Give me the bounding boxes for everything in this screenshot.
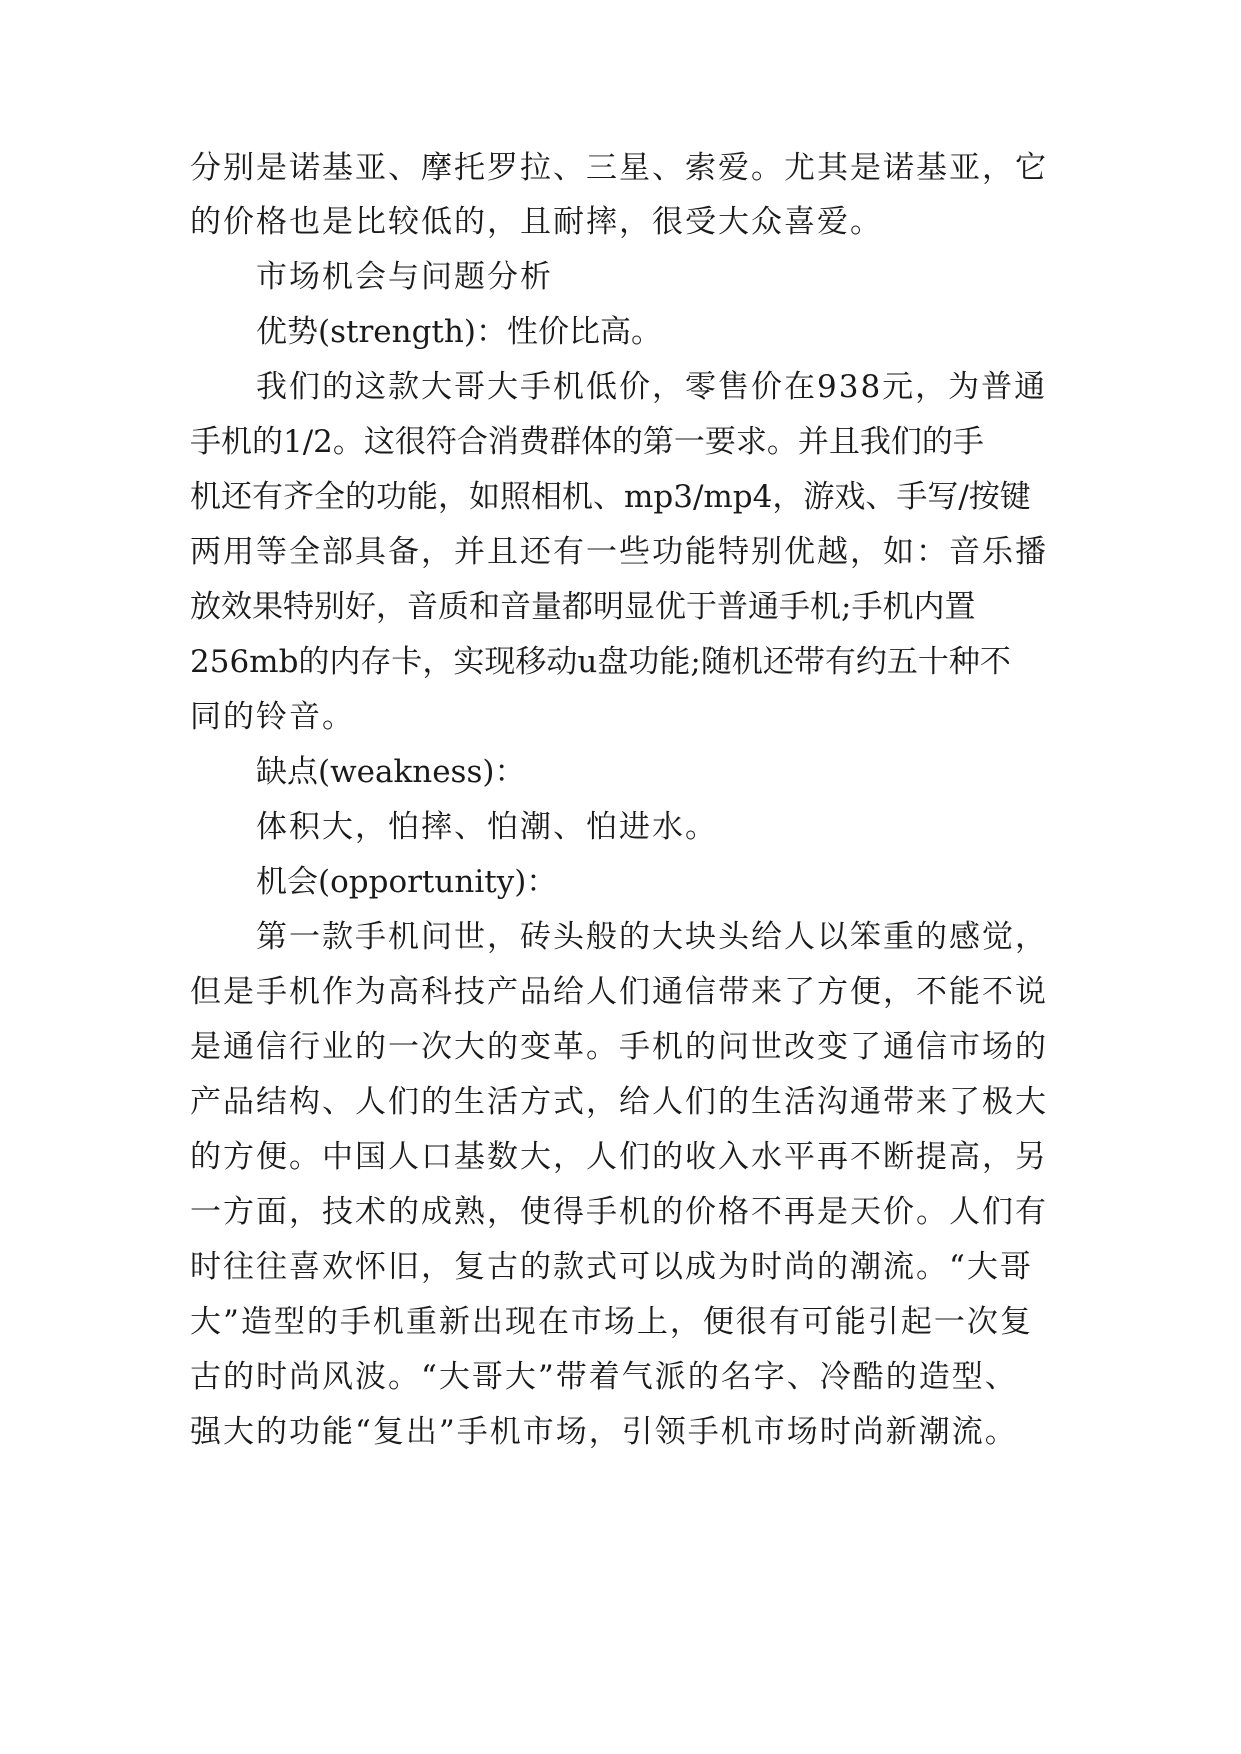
text-line: 机还有齐全的功能，如照相机、mp3/mp4，游戏、手写/按键 [190,479,1031,515]
text-line: 分别是诺基亚、摩托罗拉、三星、索爱。尤其是诺基亚，它 [190,150,1048,186]
text-line: 同的铃音。 [190,699,355,735]
text-line: 产品结构、人们的生活方式，给人们的生活沟通带来了极大 [190,1084,1048,1120]
text-line: 两用等全部具备，并且还有一些功能特别优越，如：音乐播 [190,534,1048,570]
text-line: 第一款手机问世，砖头般的大块头给人以笨重的感觉， [256,919,1048,955]
text-line: 古的时尚风波。“大哥大”带着气派的名字、冷酷的造型、 [190,1359,1018,1395]
text-line: 体积大，怕摔、怕潮、怕进水。 [256,809,718,845]
text-line: 手机的1/2。这很符合消费群体的第一要求。并且我们的手 [190,424,984,460]
text-line: 我们的这款大哥大手机低价，零售价在938元，为普通 [256,369,1048,405]
text-line: 大”造型的手机重新出现在市场上，便很有可能引起一次复 [190,1304,1033,1340]
subheading-strength: 优势(strength)：性价比高。 [256,314,662,350]
text-line: 是通信行业的一次大的变革。手机的问世改变了通信市场的 [190,1029,1048,1065]
text-line: 时往往喜欢怀旧，复古的款式可以成为时尚的潮流。“大哥 [190,1249,1033,1285]
text-line: 强大的功能“复出”手机市场，引领手机市场时尚新潮流。 [190,1414,1018,1450]
text-line: 256mb的内存卡，实现移动u盘功能;随机还带有约五十种不 [190,644,1011,680]
text-line: 放效果特别好，音质和音量都明显优于普通手机;手机内置 [190,589,976,625]
text-line: 的价格也是比较低的，且耐摔，很受大众喜爱。 [190,204,883,240]
subheading-weakness: 缺点(weakness)： [256,754,526,790]
subheading-opportunity: 机会(opportunity)： [256,864,558,900]
section-heading: 市场机会与问题分析 [256,259,553,295]
text-line: 的方便。中国人口基数大，人们的收入水平再不断提高，另 [190,1139,1048,1175]
text-line: 一方面，技术的成熟，使得手机的价格不再是天价。人们有 [190,1194,1048,1230]
text-line: 但是手机作为高科技产品给人们通信带来了方便，不能不说 [190,974,1048,1010]
